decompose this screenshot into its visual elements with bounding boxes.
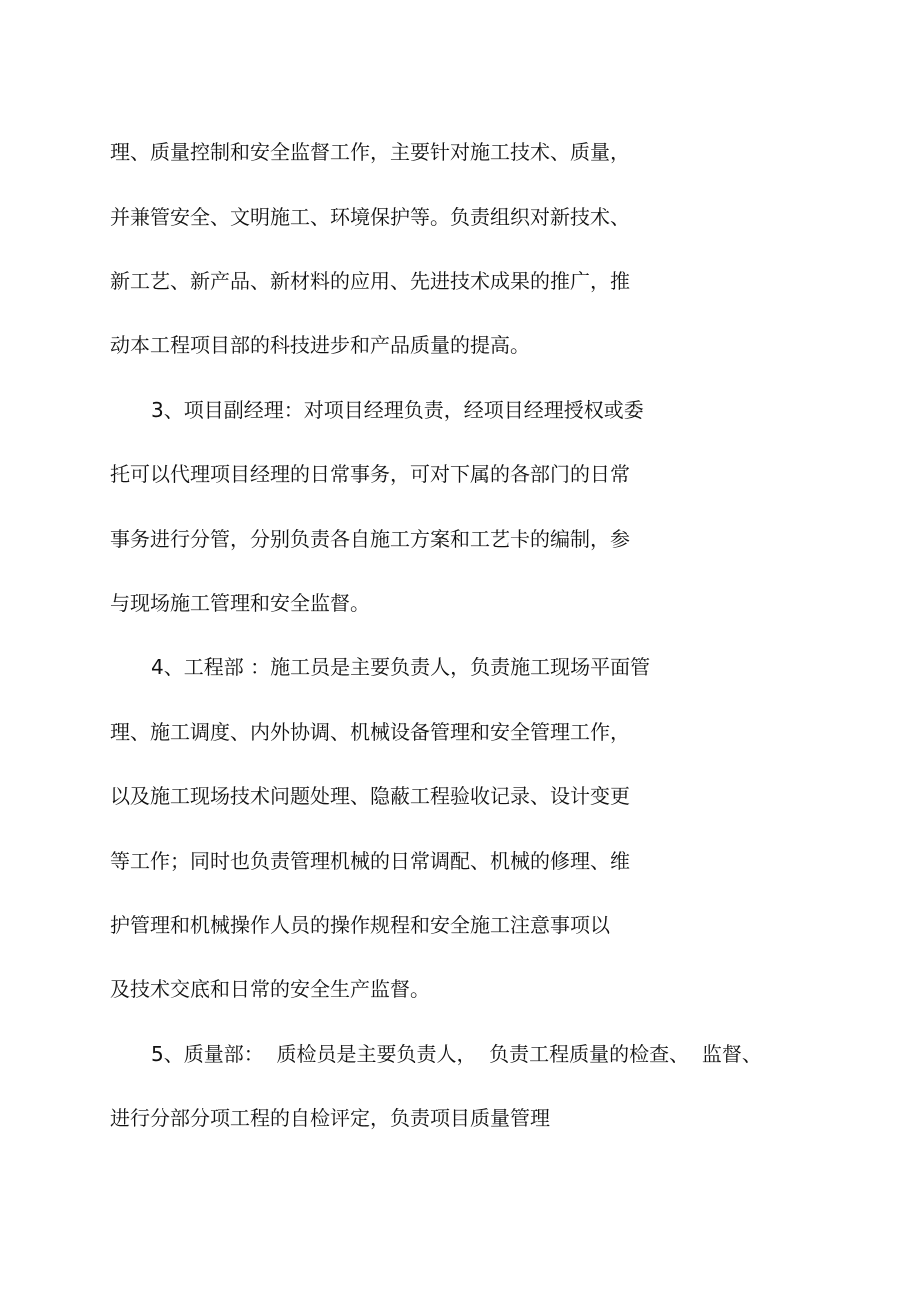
text-line-4: 动本工程项目部的科技进步和产品质量的提高。	[110, 333, 530, 357]
text-line-16: 进行分部分项工程的自检评定，负责项目质量管理	[110, 1106, 550, 1130]
text-line-7: 事务进行分管，分别负责各自施工方案和工艺卡的编制，参	[110, 527, 630, 551]
text-line-11: 以及施工现场技术问题处理、隐蔽工程验收记录、设计变更	[110, 784, 630, 808]
text-line-13: 护管理和机械操作人员的操作规程和安全施工注意事项以	[110, 913, 610, 937]
text-line-1: 理、质量控制和安全监督工作，主要针对施工技术、质量，	[110, 140, 630, 164]
text-line-10: 理、施工调度、内外协调、机械设备管理和安全管理工作，	[110, 720, 630, 744]
text-line-2: 并兼管安全、文明施工、环境保护等。负责组织对新技术、	[110, 205, 630, 229]
paragraph-5-start: 5、质量部： 质检员是主要负责人， 负责工程质量的检查、 监督、	[151, 1042, 762, 1066]
text-line-14: 及技术交底和日常的安全生产监督。	[110, 977, 430, 1001]
text-line-12: 等工作；同时也负责管理机械的日常调配、机械的修理、维	[110, 849, 630, 873]
text-line-6: 托可以代理项目经理的日常事务，可对下属的各部门的日常	[110, 462, 630, 486]
text-line-8: 与现场施工管理和安全监督。	[110, 591, 370, 615]
paragraph-4-start: 4、工程部 ：施工员是主要负责人，负责施工现场平面管	[151, 655, 651, 679]
paragraph-3-start: 3、项目副经理：对项目经理负责，经项目经理授权或委	[151, 398, 644, 422]
text-line-3: 新工艺、新产品、新材料的应用、先进技术成果的推广，推	[110, 269, 630, 293]
